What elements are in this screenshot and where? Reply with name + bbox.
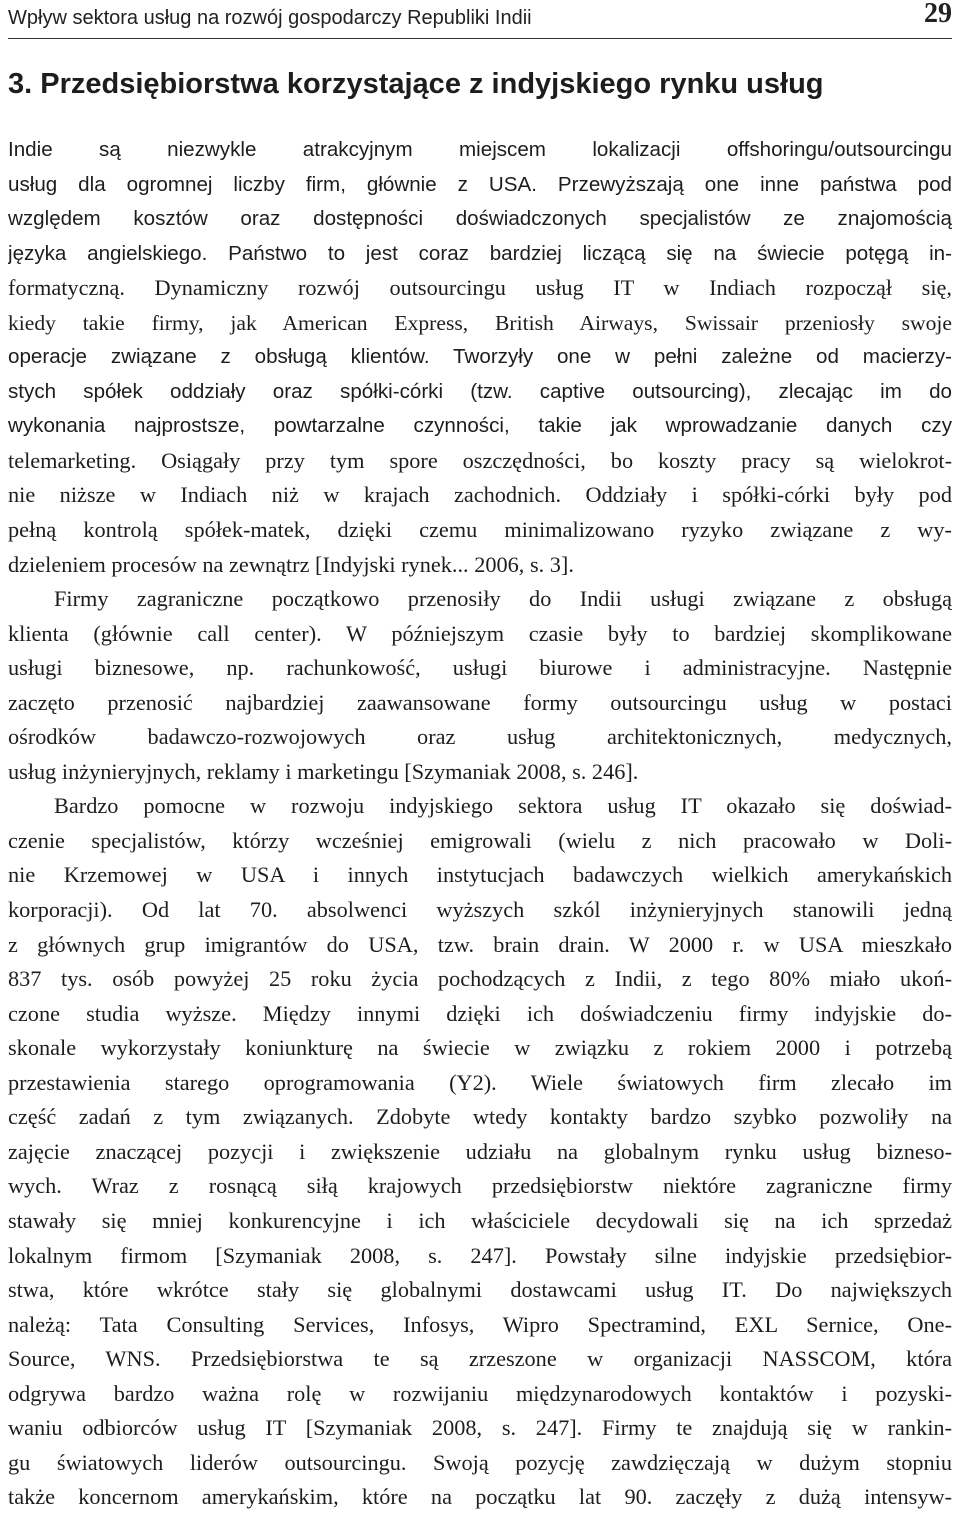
- text-line: formatyczną. Dynamiczny rozwój outsourcingu usług IT w Indiach rozpoczął się,: [8, 275, 952, 301]
- body-text: [8, 133, 952, 1515]
- running-header: [8, 0, 952, 32]
- text-line: klienta (głównie call center). W późniejszym czasie były to bardziej skomplikowane: [8, 620, 952, 646]
- text-line: zajęcie znaczącej pozycji i zwiększenie udziału na globalnym rynku usług bizneso-: [8, 1138, 952, 1164]
- text-line: stwa, które wkrótce stały się globalnymi dostawcami usług IT. Do największych: [8, 1277, 952, 1303]
- text-line: nie Krzemowej w USA i innych instytucjach badawczych wielkich amerykańskich: [8, 862, 952, 888]
- text-line: gu światowych liderów outsourcingu. Swoją pozycję zawdzięczają w dużym stopniu: [8, 1449, 952, 1475]
- text-line: z głównych grup imigrantów do USA, tzw. brain drain. W 2000 r. w USA mieszkało: [8, 931, 952, 957]
- text-line: języka angielskiego. Państwo to jest coraz bardziej liczącą się na świecie potęgą in-: [8, 241, 952, 265]
- text-line: pełną kontrolą spółek-matek, dzięki czemu minimalizowano ryzyko związane z wy-: [8, 517, 952, 543]
- text-line: Indie są niezwykle atrakcyjnym miejscem lokalizacji offshoringu/outsourcingu: [8, 138, 952, 161]
- running-title: Wpływ sektora usług na rozwój gospodarczy Republiki Indii: [8, 7, 532, 29]
- text-line: część zadań z tym związanych. Zdobyte wtedy kontakty bardzo szybko pozwoliły na: [8, 1104, 952, 1130]
- text-line: stawały się mniej konkurencyjne i ich właściciele decydowali się na ich sprzedaż: [8, 1207, 952, 1233]
- text-line: odgrywa bardzo ważna rolę w rozwijaniu międzynarodowych kontaktów i pozyski-: [8, 1380, 952, 1406]
- text-line: także koncernom amerykańskim, które na początku lat 90. zaczęły z dużą intensyw-: [8, 1484, 952, 1510]
- text-line: operacje związane z obsługą klientów. Tworzyły one w pełni zależne od macierzy-: [8, 345, 952, 369]
- text-line: wykonania najprostsze, powtarzalne czynności, takie jak wprowadzanie danych czy: [8, 414, 952, 438]
- text-line: usług inżynieryjnych, reklamy i marketingu [Szymaniak 2008, s. 246].: [8, 758, 639, 784]
- text-line: dzieleniem procesów na zewnątrz [Indyjski rynek... 2006, s. 3].: [8, 551, 574, 577]
- text-line: 837 tys. osób powyżej 25 roku życia pochodzących z Indii, z tego 80% miało ukoń-: [8, 966, 952, 992]
- text-line: należą: Tata Consulting Services, Infosys, Wipro Spectramind, EXL Sernice, One-: [8, 1311, 952, 1337]
- text-line: kiedy takie firmy, jak American Express, British Airways, Swissair przeniosły swoje: [8, 310, 952, 335]
- text-line: telemarketing. Osiągały przy tym spore oszczędności, bo koszty pracy są wielokrot-: [8, 447, 952, 473]
- text-line: zaczęto przenosić najbardziej zaawansowane formy outsourcingu usług w postaci: [8, 689, 952, 715]
- section-heading: 3. Przedsiębiorstwa korzystające z indyjskiego rynku usług: [8, 68, 824, 100]
- text-line: stych spółek oddziały oraz spółki-córki (tzw. captive outsourcing), zlecając im do: [8, 379, 952, 403]
- text-line: korporacji). Od lat 70. absolwenci wyższych szkól inżynieryjnych stanowili jedną: [8, 897, 952, 923]
- text-line: waniu odbiorców usług IT [Szymaniak 2008, s. 247]. Firmy te znajdują się w rankin-: [8, 1415, 952, 1441]
- text-line: Firmy zagraniczne początkowo przenosiły do Indii usługi związane z obsługą: [54, 586, 952, 612]
- text-line: usługi biznesowe, np. rachunkowość, usługi biurowe i administracyjne. Następnie: [8, 655, 952, 681]
- text-line: nie niższe w Indiach niż w krajach zachodnich. Oddziały i spółki-córki były pod: [8, 482, 952, 508]
- text-line: wych. Wraz z rosnącą siłą krajowych przedsiębiorstw niektóre zagraniczne firmy: [8, 1173, 952, 1199]
- text-line: Bardzo pomocne w rozwoju indyjskiego sektora usług IT okazało się doświad-: [54, 793, 952, 819]
- text-line: ośrodków badawczo-rozwojowych oraz usług architektonicznych, medycznych,: [8, 724, 952, 750]
- text-line: względem kosztów oraz dostępności doświadczonych specjalistów ze znajomością: [8, 207, 952, 231]
- text-line: Source, WNS. Przedsiębiorstwa te są zrzeszone w organizacji NASSCOM, która: [8, 1346, 952, 1372]
- text-line: czone studia wyższe. Między innymi dzięki ich doświadczeniu firmy indyjskie do-: [8, 1000, 952, 1026]
- text-line: lokalnym firmom [Szymaniak 2008, s. 247]. Powstały silne indyjskie przedsiębior-: [8, 1242, 952, 1268]
- text-line: przestawienia starego oprogramowania (Y2). Wiele światowych firm zlecało im: [8, 1069, 952, 1095]
- header-rule: [8, 38, 952, 39]
- text-line: skonale wykorzystały koniunkturę na świecie w związku z rokiem 2000 i potrzebą: [8, 1035, 952, 1061]
- page-number: 29: [924, 0, 952, 29]
- text-line: usług dla ogromnej liczby firm, głównie z USA. Przewyższają one inne państwa pod: [8, 172, 952, 196]
- text-line: czenie specjalistów, którzy wcześniej emigrowali (wielu z nich pracowało w Doli-: [8, 827, 952, 853]
